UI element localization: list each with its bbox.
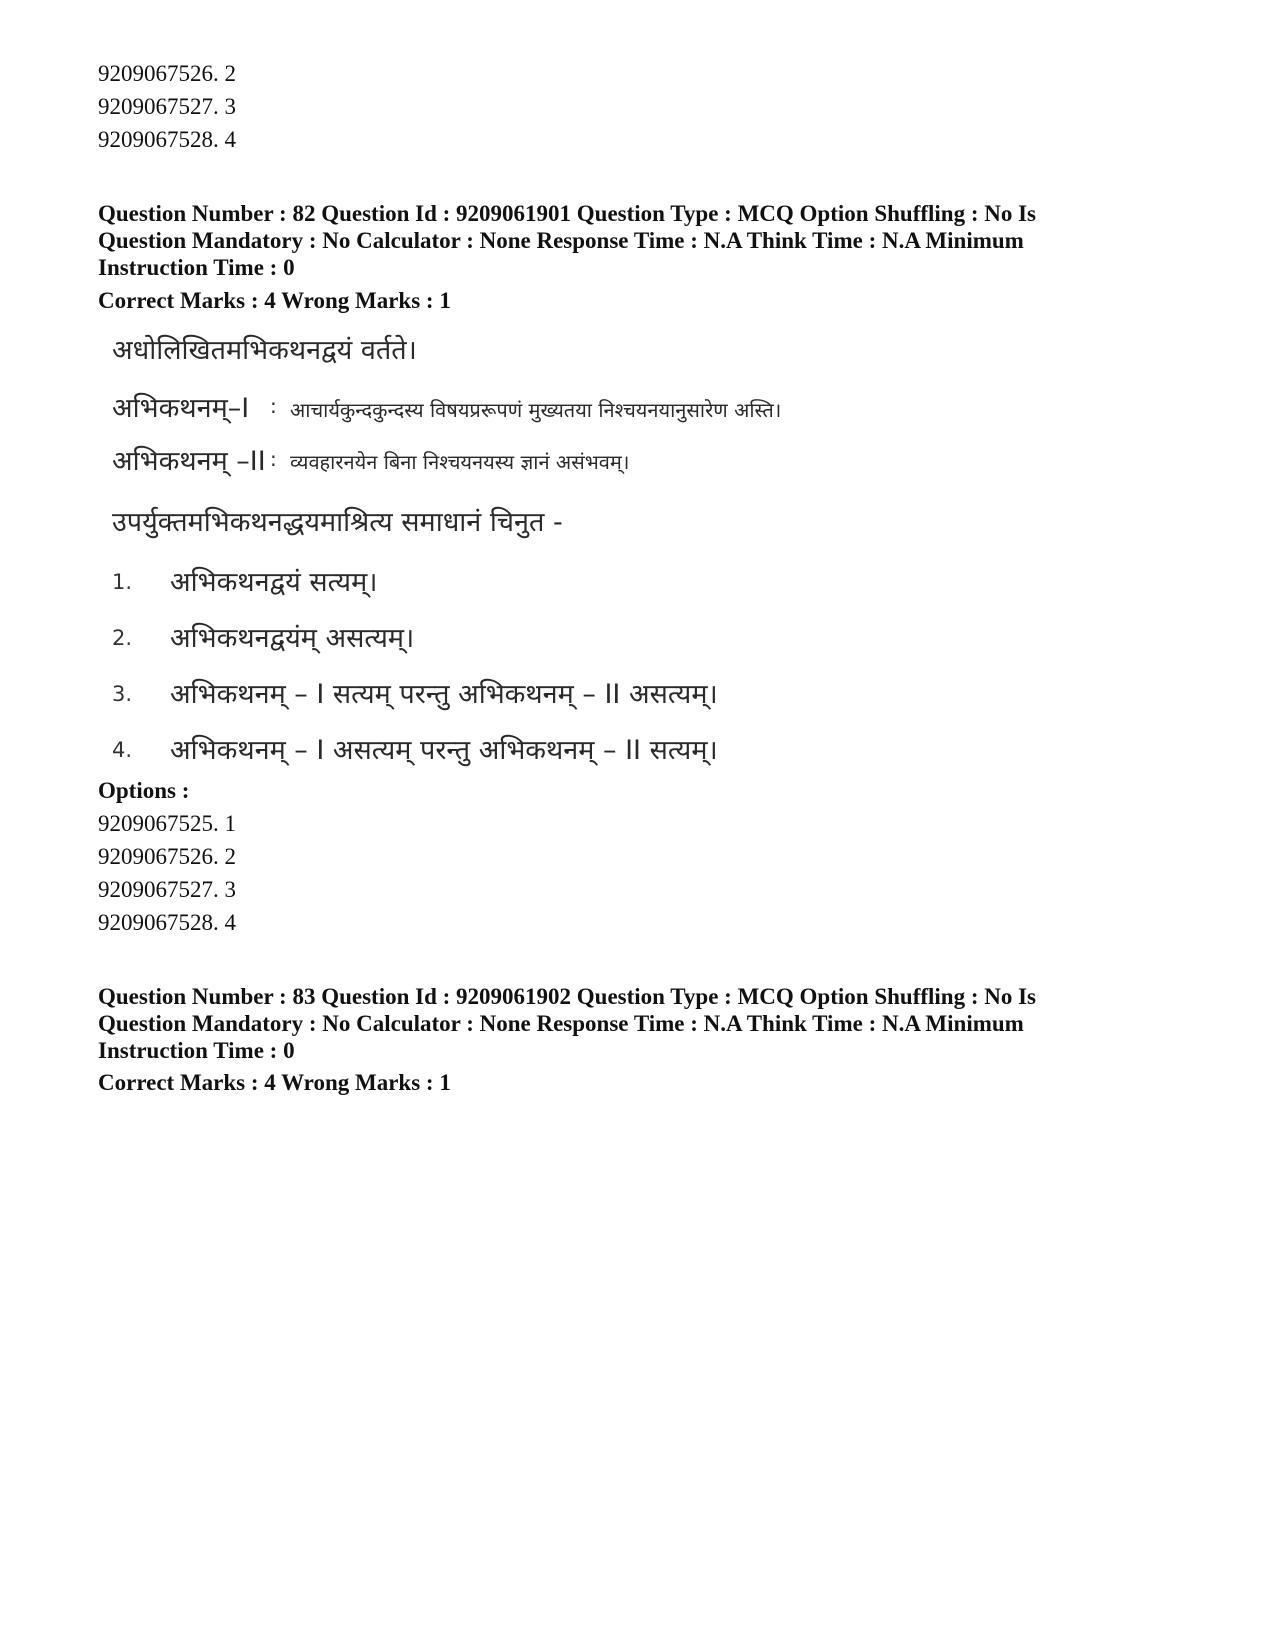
- q83-marks: Correct Marks : 4 Wrong Marks : 1: [98, 1070, 451, 1095]
- q82-marks: Correct Marks : 4 Wrong Marks : 1: [98, 288, 451, 313]
- q82-choice-3-text: अभिकथनम् – I सत्यम् परन्तु अभिकथनम् – II असत्यम्।: [170, 679, 718, 710]
- q82-choice-3-number: 3.: [112, 682, 133, 706]
- q82-options-label: Options :: [98, 778, 190, 803]
- q83-header-line-3: Instruction Time : 0: [98, 1038, 295, 1063]
- q82-choice-1-number: 1.: [112, 570, 133, 594]
- q82-statement2-label: अभिकथनम् –II: [112, 446, 266, 477]
- q82-choice-4-number: 4.: [112, 738, 133, 762]
- q82-prompt: उपर्युक्तमभिकथनद्धयमाश्रित्य समाधानं चिनुत -: [112, 507, 563, 538]
- q82-choice-1-text: अभिकथनद्वयं सत्यम्।: [170, 567, 378, 598]
- q82-option-2: 9209067526. 2: [98, 844, 236, 869]
- prev-option-3: 9209067527. 3: [98, 94, 236, 119]
- q82-statement2-colon: :: [270, 447, 277, 471]
- q82-header-line-2: Question Mandatory : No Calculator : None Response Time : N.A Think Time : N.A Minimum: [98, 228, 1024, 253]
- prev-option-4: 9209067528. 4: [98, 127, 236, 152]
- q82-choice-2-text: अभिकथनद्वयंम् असत्यम्।: [170, 623, 415, 654]
- q82-statement1-colon: :: [270, 394, 277, 418]
- q82-statement1-text: आचार्यकुन्दकुन्दस्य विषयप्ररूपणं मुख्यतया निश्चयनयानुसारेण अस्ति।: [290, 398, 782, 422]
- q83-header-line-1: Question Number : 83 Question Id : 9209061902 Question Type : MCQ Option Shuffling : No Is: [98, 984, 1037, 1009]
- q82-option-4: 9209067528. 4: [98, 910, 236, 935]
- q82-header-line-3: Instruction Time : 0: [98, 255, 295, 280]
- q82-statement2-text: व्यवहारनयेन बिना निश्चयनयस्य ज्ञानं असंभवम्।: [290, 450, 630, 474]
- q82-option-1: 9209067525. 1: [98, 811, 236, 836]
- q83-header-line-2: Question Mandatory : No Calculator : None Response Time : N.A Think Time : N.A Minimum: [98, 1011, 1024, 1036]
- q82-statement1-label: अभिकथनम्–I: [112, 393, 250, 424]
- q82-header-line-1: Question Number : 82 Question Id : 9209061901 Question Type : MCQ Option Shuffling : No Is: [98, 201, 1037, 226]
- q82-option-3: 9209067527. 3: [98, 877, 236, 902]
- q82-choice-2-number: 2.: [112, 626, 133, 650]
- prev-option-2: 9209067526. 2: [98, 61, 236, 86]
- q82-intro: अधोलिखितमभिकथनद्वयं वर्तते।: [112, 335, 417, 366]
- q82-choice-4-text: अभिकथनम् – I असत्यम् परन्तु अभिकथनम् – II सत्यम्।: [170, 735, 718, 766]
